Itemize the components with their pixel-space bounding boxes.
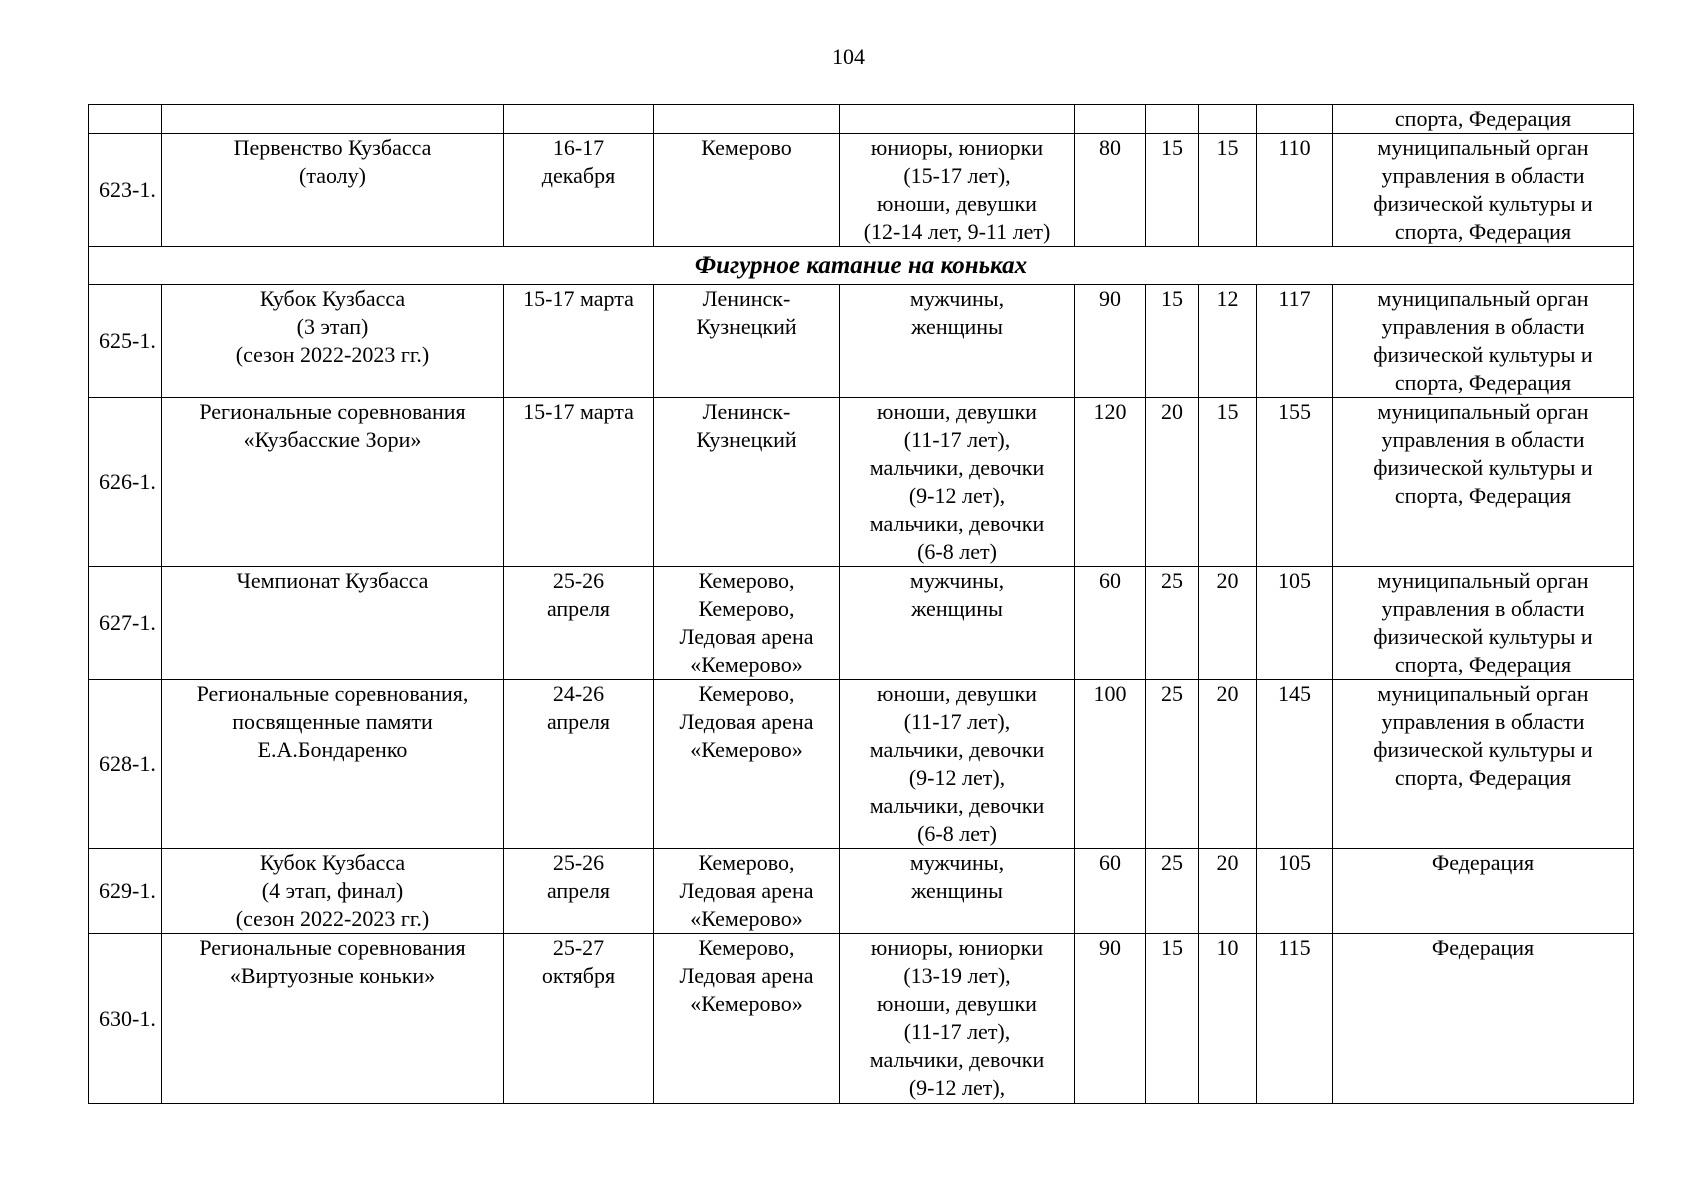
cell-c4: 105: [1257, 567, 1333, 680]
cell-place: [654, 285, 840, 398]
cell-org-line: спорта, Федерация: [1394, 219, 1572, 244]
cell-name: [162, 398, 504, 567]
cell-place-line: Ленинск-: [702, 399, 791, 424]
cell-name-line: (сезон 2022-2023 гг.): [235, 906, 430, 931]
cell-participants: [840, 105, 1075, 134]
cell-place-line: «Кемерово»: [690, 991, 803, 1016]
cell-name: [162, 680, 504, 849]
cell-participants-line: мальчики, девочки: [869, 511, 1045, 536]
cell-num: 625-1.: [89, 285, 162, 398]
cell-dates-line: апреля: [546, 878, 611, 903]
section-header-row: [89, 247, 1634, 285]
cell-name-line: «Виртуозные коньки»: [229, 963, 436, 988]
cell-place-line: Ледовая арена: [679, 963, 814, 988]
cell-c4: 145: [1257, 680, 1333, 849]
cell-participants-line: (9-12 лет),: [908, 765, 1006, 790]
cell-participants: [840, 849, 1075, 934]
cell-dates: [504, 849, 654, 934]
cell-dates-line: 25-26: [552, 568, 605, 593]
cell-name-line: Региональные соревнования: [199, 935, 466, 960]
cell-name-line: посвященные памяти: [232, 709, 433, 734]
cell-org-line: физической культуры и: [1373, 737, 1593, 762]
cell-place-line: «Кемерово»: [690, 652, 803, 677]
cell-org-line: спорта, Федерация: [1394, 765, 1572, 790]
cell-participants-line: юниоры, юниорки: [870, 135, 1044, 160]
cell-dates-line: 24-26: [552, 681, 605, 706]
cell-c4: 155: [1257, 398, 1333, 567]
cell-num: 629-1.: [89, 849, 162, 934]
cell-c1: 90: [1075, 285, 1146, 398]
cell-c3: [1199, 105, 1257, 134]
cell-participants-line: юноши, девушки: [877, 399, 1037, 424]
cell-c3: 20: [1199, 567, 1257, 680]
cell-name-line: (3 этап): [296, 314, 369, 339]
cell-c4: 110: [1257, 134, 1333, 247]
cell-org-line: спорта, Федерация: [1394, 652, 1572, 677]
cell-name: [162, 134, 504, 247]
cell-place: [654, 680, 840, 849]
table-row: [89, 567, 1634, 680]
cell-dates-line: 25-26: [552, 850, 605, 875]
cell-name-line: Е.А.Бондаренко: [257, 737, 408, 762]
cell-place-line: Кемерово,: [698, 681, 795, 706]
cell-place-line: Кемерово,: [698, 596, 795, 621]
cell-place-line: Кемерово: [701, 135, 792, 160]
cell-org-line: физической культуры и: [1373, 455, 1593, 480]
cell-c2: 15: [1146, 285, 1199, 398]
cell-org: [1333, 680, 1634, 849]
cell-name-line: «Кузбасские Зори»: [243, 427, 422, 452]
cell-c1: 100: [1075, 680, 1146, 849]
cell-dates: [504, 398, 654, 567]
cell-place-line: Кемерово,: [698, 850, 795, 875]
cell-c1: [1075, 105, 1146, 134]
cell-place-line: Ленинск-: [702, 286, 791, 311]
cell-name-line: Региональные соревнования: [199, 399, 466, 424]
cell-dates: [504, 934, 654, 1104]
cell-place-line: Кузнецкий: [696, 427, 797, 452]
table-row: [89, 134, 1634, 247]
cell-dates-line: октября: [541, 963, 616, 988]
table-row: [89, 398, 1634, 567]
cell-c3: 15: [1199, 398, 1257, 567]
cell-c2: 25: [1146, 680, 1199, 849]
cell-place-line: Кемерово,: [698, 568, 795, 593]
cell-dates: [504, 105, 654, 134]
cell-dates: [504, 134, 654, 247]
table-row: [89, 849, 1634, 934]
cell-dates-line: 15-17 марта: [523, 399, 634, 424]
cell-c4: [1257, 105, 1333, 134]
section-title: Фигурное катание на коньках: [89, 247, 1634, 285]
cell-org-line: Федерация: [1431, 850, 1535, 875]
cell-dates-line: декабря: [541, 163, 616, 188]
cell-participants-line: мальчики, девочки: [869, 793, 1045, 818]
cell-c3: 20: [1199, 680, 1257, 849]
cell-participants: [840, 567, 1075, 680]
cell-dates: [504, 285, 654, 398]
cell-place-line: Ледовая арена: [679, 624, 814, 649]
cell-org: [1333, 934, 1634, 1104]
cell-org: [1333, 285, 1634, 398]
cell-participants-line: женщины: [911, 314, 1003, 339]
cell-org-line: спорта, Федерация: [1394, 483, 1572, 508]
cell-num: 626-1.: [89, 398, 162, 567]
cell-participants-line: (11-17 лет),: [903, 427, 1011, 452]
cell-c1: 90: [1075, 934, 1146, 1104]
cell-participants-line: мужчины,: [909, 850, 1005, 875]
cell-participants-line: (9-12 лет),: [908, 483, 1006, 508]
cell-org-line: муниципальный орган: [1377, 681, 1589, 706]
cell-c2: 25: [1146, 567, 1199, 680]
cell-name-line: (4 этап, финал): [261, 878, 404, 903]
cell-c1: 80: [1075, 134, 1146, 247]
cell-org: [1333, 134, 1634, 247]
cell-participants-line: (6-8 лет): [917, 821, 997, 846]
table-row: [89, 680, 1634, 849]
cell-place: [654, 567, 840, 680]
cell-place: [654, 398, 840, 567]
cell-participants-line: женщины: [911, 596, 1003, 621]
cell-org-line: муниципальный орган: [1377, 568, 1589, 593]
cell-participants-line: мальчики, девочки: [869, 737, 1045, 762]
cell-org-line: муниципальный орган: [1377, 399, 1589, 424]
cell-c2: 20: [1146, 398, 1199, 567]
cell-c1: 120: [1075, 398, 1146, 567]
cell-place-line: Кемерово,: [698, 935, 795, 960]
cell-participants: [840, 398, 1075, 567]
cell-participants: [840, 934, 1075, 1104]
cell-name: [162, 567, 504, 680]
cell-org: [1333, 567, 1634, 680]
cell-num: 630-1.: [89, 934, 162, 1104]
cell-participants-line: женщины: [911, 878, 1003, 903]
cell-participants: [840, 680, 1075, 849]
cell-org-line: управления в области: [1381, 427, 1585, 452]
cell-place-line: Ледовая арена: [679, 709, 814, 734]
cell-dates-line: апреля: [546, 596, 611, 621]
cell-participants-line: юниоры, юниорки: [870, 935, 1044, 960]
cell-org: [1333, 849, 1634, 934]
cell-c3: 10: [1199, 934, 1257, 1104]
cell-participants-line: (11-17 лет),: [903, 1019, 1011, 1044]
cell-org: спорта, Федерация: [1333, 105, 1634, 134]
cell-name-line: (таолу): [299, 163, 366, 188]
cell-place: [654, 934, 840, 1104]
cell-participants-line: мужчины,: [909, 286, 1005, 311]
cell-c4: 117: [1257, 285, 1333, 398]
cell-dates-line: апреля: [546, 709, 611, 734]
cell-org-line: управления в области: [1381, 709, 1585, 734]
table-row: [89, 285, 1634, 398]
cell-place: [654, 134, 840, 247]
cell-dates-line: 15-17 марта: [523, 286, 634, 311]
cell-org-line: физической культуры и: [1373, 624, 1593, 649]
cell-org-line: муниципальный орган: [1377, 135, 1589, 160]
cell-dates-line: 25-27: [552, 935, 605, 960]
cell-c4: 115: [1257, 934, 1333, 1104]
cell-c3: 12: [1199, 285, 1257, 398]
cell-num: 623-1.: [89, 134, 162, 247]
cell-name-line: Чемпионат Кузбасса: [236, 568, 429, 593]
cell-c2: 15: [1146, 134, 1199, 247]
cell-participants-line: (6-8 лет): [917, 539, 997, 564]
cell-participants: [840, 134, 1075, 247]
continued-row: [89, 105, 1634, 134]
cell-c2: [1146, 105, 1199, 134]
cell-num: [89, 105, 162, 134]
table-row: [89, 934, 1634, 1104]
cell-num: 627-1.: [89, 567, 162, 680]
cell-name-line: (сезон 2022-2023 гг.): [235, 342, 430, 367]
cell-name-line: Кубок Кузбасса: [259, 286, 406, 311]
cell-participants-line: (12-14 лет, 9-11 лет): [863, 219, 1051, 244]
cell-place: [654, 105, 840, 134]
cell-participants-line: (13-19 лет),: [903, 963, 1011, 988]
cell-name: [162, 105, 504, 134]
cell-dates: [504, 567, 654, 680]
cell-name: [162, 849, 504, 934]
cell-c2: 25: [1146, 849, 1199, 934]
cell-c2: 15: [1146, 934, 1199, 1104]
cell-name-line: Региональные соревнования,: [196, 681, 469, 706]
cell-c3: 15: [1199, 134, 1257, 247]
cell-org-line: спорта, Федерация: [1394, 370, 1572, 395]
cell-participants-line: мальчики, девочки: [869, 1047, 1045, 1072]
cell-participants-line: (11-17 лет),: [903, 709, 1011, 734]
cell-org-line: управления в области: [1381, 314, 1585, 339]
cell-place-line: «Кемерово»: [690, 737, 803, 762]
cell-c3: 20: [1199, 849, 1257, 934]
cell-participants-line: юноши, девушки: [877, 681, 1037, 706]
cell-participants: [840, 285, 1075, 398]
cell-dates-line: 16-17: [552, 135, 605, 160]
cell-org: [1333, 398, 1634, 567]
cell-participants-line: мальчики, девочки: [869, 455, 1045, 480]
cell-name: [162, 285, 504, 398]
cell-participants-line: юноши, девушки: [877, 191, 1037, 216]
cell-org-line: управления в области: [1381, 596, 1585, 621]
cell-participants-line: (9-12 лет),: [908, 1075, 1006, 1100]
cell-c1: 60: [1075, 849, 1146, 934]
cell-name: [162, 934, 504, 1104]
events-table: [88, 104, 1634, 1104]
cell-participants-line: (15-17 лет),: [903, 163, 1011, 188]
cell-c1: 60: [1075, 567, 1146, 680]
cell-participants-line: юноши, девушки: [877, 991, 1037, 1016]
cell-c4: 105: [1257, 849, 1333, 934]
cell-org-line: физической культуры и: [1373, 191, 1593, 216]
cell-org-line: физической культуры и: [1373, 342, 1593, 367]
cell-num: 628-1.: [89, 680, 162, 849]
cell-name-line: Первенство Кузбасса: [233, 135, 432, 160]
cell-org-line: муниципальный орган: [1377, 286, 1589, 311]
cell-dates: [504, 680, 654, 849]
cell-place-line: Ледовая арена: [679, 878, 814, 903]
cell-place-line: «Кемерово»: [690, 906, 803, 931]
cell-org-line: управления в области: [1381, 163, 1585, 188]
cell-place: [654, 849, 840, 934]
cell-participants-line: мужчины,: [909, 568, 1005, 593]
page-number: 104: [832, 44, 865, 69]
cell-org-line: Федерация: [1431, 935, 1535, 960]
cell-place-line: Кузнецкий: [696, 314, 797, 339]
cell-name-line: Кубок Кузбасса: [259, 850, 406, 875]
